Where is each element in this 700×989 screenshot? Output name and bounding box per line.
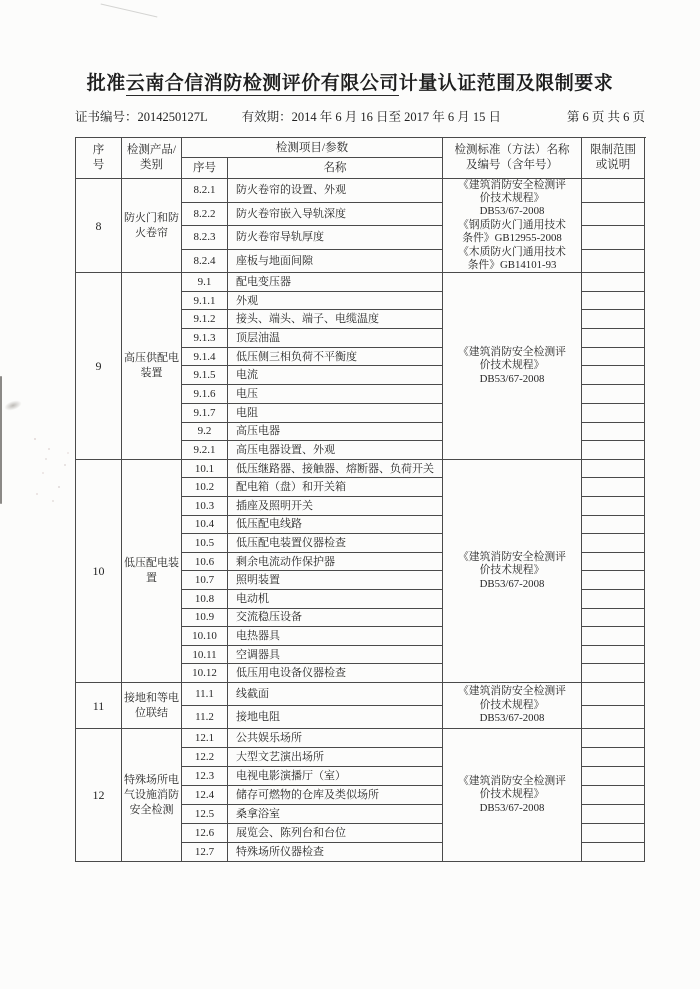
limit-empty-cell bbox=[582, 805, 645, 824]
item-name-cell: 低压侧三相负荷不平衡度 bbox=[228, 348, 443, 367]
limit-empty-cell bbox=[582, 292, 645, 311]
limit-empty-cell bbox=[582, 534, 645, 553]
item-name-cell: 空调器具 bbox=[228, 646, 443, 665]
item-name-cell: 外观 bbox=[228, 292, 443, 311]
item-no-cell: 9.1.7 bbox=[182, 404, 228, 423]
item-name-cell: 电压 bbox=[228, 385, 443, 404]
standard-cell: 《建筑消防安全检测评 价技术规程》 DB53/67-2008 bbox=[443, 683, 582, 729]
limit-empty-cell bbox=[582, 423, 645, 442]
scan-artifact bbox=[34, 438, 36, 440]
limit-empty-cell bbox=[582, 250, 645, 274]
item-name-cell: 配电箱（盘）和开关箱 bbox=[228, 478, 443, 497]
limit-empty-cell bbox=[582, 824, 645, 843]
item-name-cell: 插座及照明开关 bbox=[228, 497, 443, 516]
limit-empty-cell bbox=[582, 683, 645, 706]
item-name-cell: 桑拿浴室 bbox=[228, 805, 443, 824]
limit-empty-cell bbox=[582, 646, 645, 665]
table-section bbox=[76, 729, 646, 862]
item-no-cell: 8.2.2 bbox=[182, 203, 228, 227]
item-no-cell: 9.1.2 bbox=[182, 310, 228, 329]
item-name-cell: 电热器具 bbox=[228, 627, 443, 646]
table-body bbox=[76, 179, 646, 862]
item-name-cell: 线截面 bbox=[228, 683, 443, 706]
item-no-cell: 8.2.1 bbox=[182, 179, 228, 203]
item-name-cell: 高压电器 bbox=[228, 423, 443, 442]
limit-empty-cell bbox=[582, 748, 645, 767]
header-limit: 限制范围或说明 bbox=[582, 138, 645, 179]
section-seq-cell: 9 bbox=[76, 273, 122, 460]
table-section bbox=[76, 273, 646, 460]
limit-empty-cell bbox=[582, 385, 645, 404]
title-prefix: 批准 bbox=[86, 73, 126, 94]
limit-empty-cell bbox=[582, 404, 645, 423]
item-name-cell: 接地电阻 bbox=[228, 706, 443, 729]
limit-empty-cell bbox=[582, 786, 645, 805]
section-category-cell: 特殊场所电气设施消防安全检测 bbox=[122, 729, 182, 862]
item-no-cell: 10.9 bbox=[182, 609, 228, 628]
section-category-cell: 防火门和防火卷帘 bbox=[122, 179, 182, 273]
item-no-cell: 11.2 bbox=[182, 706, 228, 729]
validity-period: 有效期：2014 年 6 月 16 日至 2017 年 6 月 15 日 bbox=[241, 110, 502, 124]
item-no-cell: 10.4 bbox=[182, 516, 228, 535]
limit-empty-cell bbox=[582, 226, 645, 250]
item-name-cell: 剩余电流动作保护器 bbox=[228, 553, 443, 572]
limit-empty-cell bbox=[582, 553, 645, 572]
item-name-cell: 照明装置 bbox=[228, 571, 443, 590]
limit-empty-cell bbox=[582, 497, 645, 516]
section-seq-cell: 11 bbox=[76, 683, 122, 729]
page-number: 第 6 页 共 6 页 bbox=[566, 110, 645, 124]
header-seq: 序号 bbox=[76, 138, 122, 179]
item-no-cell: 12.5 bbox=[182, 805, 228, 824]
item-name-cell: 接头、端头、端子、电缆温度 bbox=[228, 310, 443, 329]
header-item-name: 名称 bbox=[228, 158, 443, 179]
item-name-cell: 储存可燃物的仓库及类似场所 bbox=[228, 786, 443, 805]
item-no-cell: 9.1.1 bbox=[182, 292, 228, 311]
limit-empty-cell bbox=[582, 843, 645, 862]
item-no-cell: 10.3 bbox=[182, 497, 228, 516]
section-category-cell: 接地和等电位联结 bbox=[122, 683, 182, 729]
limit-empty-cell bbox=[582, 516, 645, 535]
item-no-cell: 9.1.6 bbox=[182, 385, 228, 404]
standard-cell: 《建筑消防安全检测评 价技术规程》 DB53/67-2008 bbox=[443, 273, 582, 460]
item-name-cell: 防火卷帘的设置、外观 bbox=[228, 179, 443, 203]
limit-empty-cell bbox=[582, 366, 645, 385]
header-standard: 检测标准（方法）名称及编号（含年号） bbox=[443, 138, 582, 179]
item-name-cell: 低压配电装置仪器检查 bbox=[228, 534, 443, 553]
standard-cell: 《建筑消防安全检测评 价技术规程》 DB53/67-2008 bbox=[443, 460, 582, 683]
page-title bbox=[0, 68, 700, 95]
item-no-cell: 8.2.4 bbox=[182, 250, 228, 274]
certificate-info-row bbox=[75, 107, 645, 125]
item-no-cell: 9.1 bbox=[182, 273, 228, 292]
item-no-cell: 8.2.3 bbox=[182, 226, 228, 250]
title-suffix: 计量认证范围及限制要求 bbox=[398, 73, 614, 94]
item-no-cell: 10.6 bbox=[182, 553, 228, 572]
item-no-cell: 11.1 bbox=[182, 683, 228, 706]
limit-empty-cell bbox=[582, 441, 645, 460]
item-name-cell: 电阻 bbox=[228, 404, 443, 423]
item-no-cell: 9.2 bbox=[182, 423, 228, 442]
limit-empty-cell bbox=[582, 179, 645, 203]
limit-empty-cell bbox=[582, 203, 645, 227]
item-no-cell: 10.7 bbox=[182, 571, 228, 590]
item-name-cell: 低压配电线路 bbox=[228, 516, 443, 535]
limit-empty-cell bbox=[582, 729, 645, 748]
standard-cell: 《建筑消防安全检测评 价技术规程》 DB53/67-2008 bbox=[443, 729, 582, 862]
section-seq-cell: 12 bbox=[76, 729, 122, 862]
item-name-cell: 大型文艺演出场所 bbox=[228, 748, 443, 767]
item-no-cell: 12.4 bbox=[182, 786, 228, 805]
limit-empty-cell bbox=[582, 348, 645, 367]
item-name-cell: 特殊场所仪器检查 bbox=[228, 843, 443, 862]
scan-artifact bbox=[101, 3, 158, 17]
standard-cell: 《建筑消防安全检测评 价技术规程》 DB53/67-2008 《钢质防火门通用技术 条件》GB12955-2008 《木质防火门通用技术 条件》GB14101-93 bbox=[443, 179, 582, 273]
item-name-cell: 顶层油温 bbox=[228, 329, 443, 348]
table-section bbox=[76, 179, 646, 273]
header-product-category: 检测产品/类别 bbox=[122, 138, 182, 179]
section-seq-cell: 8 bbox=[76, 179, 122, 273]
item-no-cell: 10.10 bbox=[182, 627, 228, 646]
item-name-cell: 电动机 bbox=[228, 590, 443, 609]
limit-empty-cell bbox=[582, 664, 645, 683]
scan-artifact bbox=[0, 376, 2, 504]
table-header bbox=[76, 138, 646, 179]
item-name-cell: 防火卷帘导轨厚度 bbox=[228, 226, 443, 250]
section-seq-cell: 10 bbox=[76, 460, 122, 683]
limit-empty-cell bbox=[582, 310, 645, 329]
limit-empty-cell bbox=[582, 571, 645, 590]
item-no-cell: 9.2.1 bbox=[182, 441, 228, 460]
item-no-cell: 12.6 bbox=[182, 824, 228, 843]
certificate-number: 证书编号：2014250127L bbox=[75, 110, 208, 124]
item-no-cell: 12.7 bbox=[182, 843, 228, 862]
item-no-cell: 12.3 bbox=[182, 767, 228, 786]
item-no-cell: 9.1.3 bbox=[182, 329, 228, 348]
item-name-cell: 低压用电设备仪器检查 bbox=[228, 664, 443, 683]
certification-scope-table bbox=[75, 137, 646, 862]
item-no-cell: 10.12 bbox=[182, 664, 228, 683]
item-no-cell: 12.1 bbox=[182, 729, 228, 748]
item-name-cell: 电流 bbox=[228, 366, 443, 385]
item-no-cell: 10.8 bbox=[182, 590, 228, 609]
item-name-cell: 防火卷帘嵌入导轨深度 bbox=[228, 203, 443, 227]
limit-empty-cell bbox=[582, 273, 645, 292]
limit-empty-cell bbox=[582, 460, 645, 479]
limit-empty-cell bbox=[582, 767, 645, 786]
item-name-cell: 配电变压器 bbox=[228, 273, 443, 292]
item-no-cell: 9.1.4 bbox=[182, 348, 228, 367]
item-no-cell: 10.2 bbox=[182, 478, 228, 497]
item-no-cell: 10.5 bbox=[182, 534, 228, 553]
limit-empty-cell bbox=[582, 590, 645, 609]
limit-empty-cell bbox=[582, 706, 645, 729]
limit-empty-cell bbox=[582, 329, 645, 348]
item-no-cell: 12.2 bbox=[182, 748, 228, 767]
scan-artifact bbox=[3, 398, 23, 412]
item-name-cell: 低压继路器、接触器、熔断器、负荷开关 bbox=[228, 460, 443, 479]
item-no-cell: 9.1.5 bbox=[182, 366, 228, 385]
title-company-underlined: 云南合信消防检测评价有限公司 bbox=[125, 73, 399, 94]
limit-empty-cell bbox=[582, 478, 645, 497]
item-name-cell: 公共娱乐场所 bbox=[228, 729, 443, 748]
item-name-cell: 高压电器设置、外观 bbox=[228, 441, 443, 460]
item-no-cell: 10.1 bbox=[182, 460, 228, 479]
table-section bbox=[76, 460, 646, 683]
header-item-seq: 序号 bbox=[182, 158, 228, 179]
limit-empty-cell bbox=[582, 609, 645, 628]
item-name-cell: 展览会、陈列台和台位 bbox=[228, 824, 443, 843]
section-category-cell: 低压配电装置 bbox=[122, 460, 182, 683]
item-name-cell: 交流稳压设备 bbox=[228, 609, 443, 628]
limit-empty-cell bbox=[582, 627, 645, 646]
item-no-cell: 10.11 bbox=[182, 646, 228, 665]
item-name-cell: 座板与地面间隙 bbox=[228, 250, 443, 274]
section-category-cell: 高压供配电装置 bbox=[122, 273, 182, 460]
header-item-group: 检测项目/参数 bbox=[182, 138, 443, 158]
table-section bbox=[76, 683, 646, 729]
item-name-cell: 电视电影演播厅（室） bbox=[228, 767, 443, 786]
